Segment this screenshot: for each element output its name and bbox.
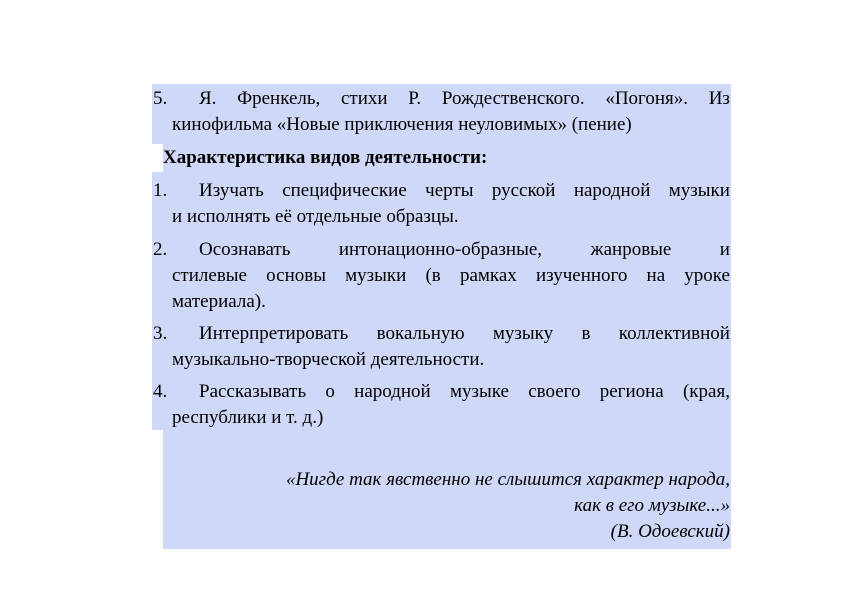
- list-item-text-line: музыкально-творческой деятельности.: [172, 349, 485, 370]
- list-item-number: 3.: [153, 323, 168, 344]
- list-item-number: 2.: [153, 239, 168, 260]
- list-item-text-line1: Изучать специфические черты русской народной музыки: [199, 180, 730, 201]
- section-heading: Характеристика видов деятельности:: [163, 147, 488, 168]
- list-item-1: [153, 178, 730, 230]
- list-item-text-line1: Я. Френкель, стихи Р. Рождественского. «Погоня». Из: [199, 88, 730, 109]
- list-item-text-line1: Рассказывать о народной музыке своего региона (края,: [199, 381, 730, 402]
- list-item-number: 1.: [153, 180, 168, 201]
- list-item-text-line2: кинофильма «Новые приключения неуловимых» (пение): [172, 114, 632, 135]
- list-item-text-line: республики и т. д.): [172, 407, 324, 428]
- list-item-5-first-line: [153, 86, 730, 112]
- quote-line2: как в его музыке...»: [574, 495, 730, 516]
- quote-line1: «Нигде так явственно не слышится характер народа,: [285, 469, 730, 490]
- list-item-text-line: стилевые основы музыки (в рамках изученного на уроке: [172, 265, 730, 286]
- list-item-number: 4.: [153, 381, 168, 402]
- list-item-text-line1: Интерпретировать вокальную музыку в коллективной: [199, 323, 730, 344]
- list-item-text-line1: Осознавать интонационно-образные, жанровые и: [199, 239, 730, 260]
- list-item-4: [153, 379, 730, 431]
- list-item-text-line: материала).: [172, 291, 266, 312]
- epigraph-quote: [286, 467, 730, 545]
- list-item-number: 5.: [153, 88, 168, 109]
- list-item-text-line: и исполнять её отдельные образцы.: [172, 206, 459, 227]
- quote-author: (В. Одоевский): [610, 521, 730, 542]
- list-item-2: [153, 237, 730, 315]
- list-item-5: [153, 86, 730, 138]
- list-item-3: [153, 321, 730, 373]
